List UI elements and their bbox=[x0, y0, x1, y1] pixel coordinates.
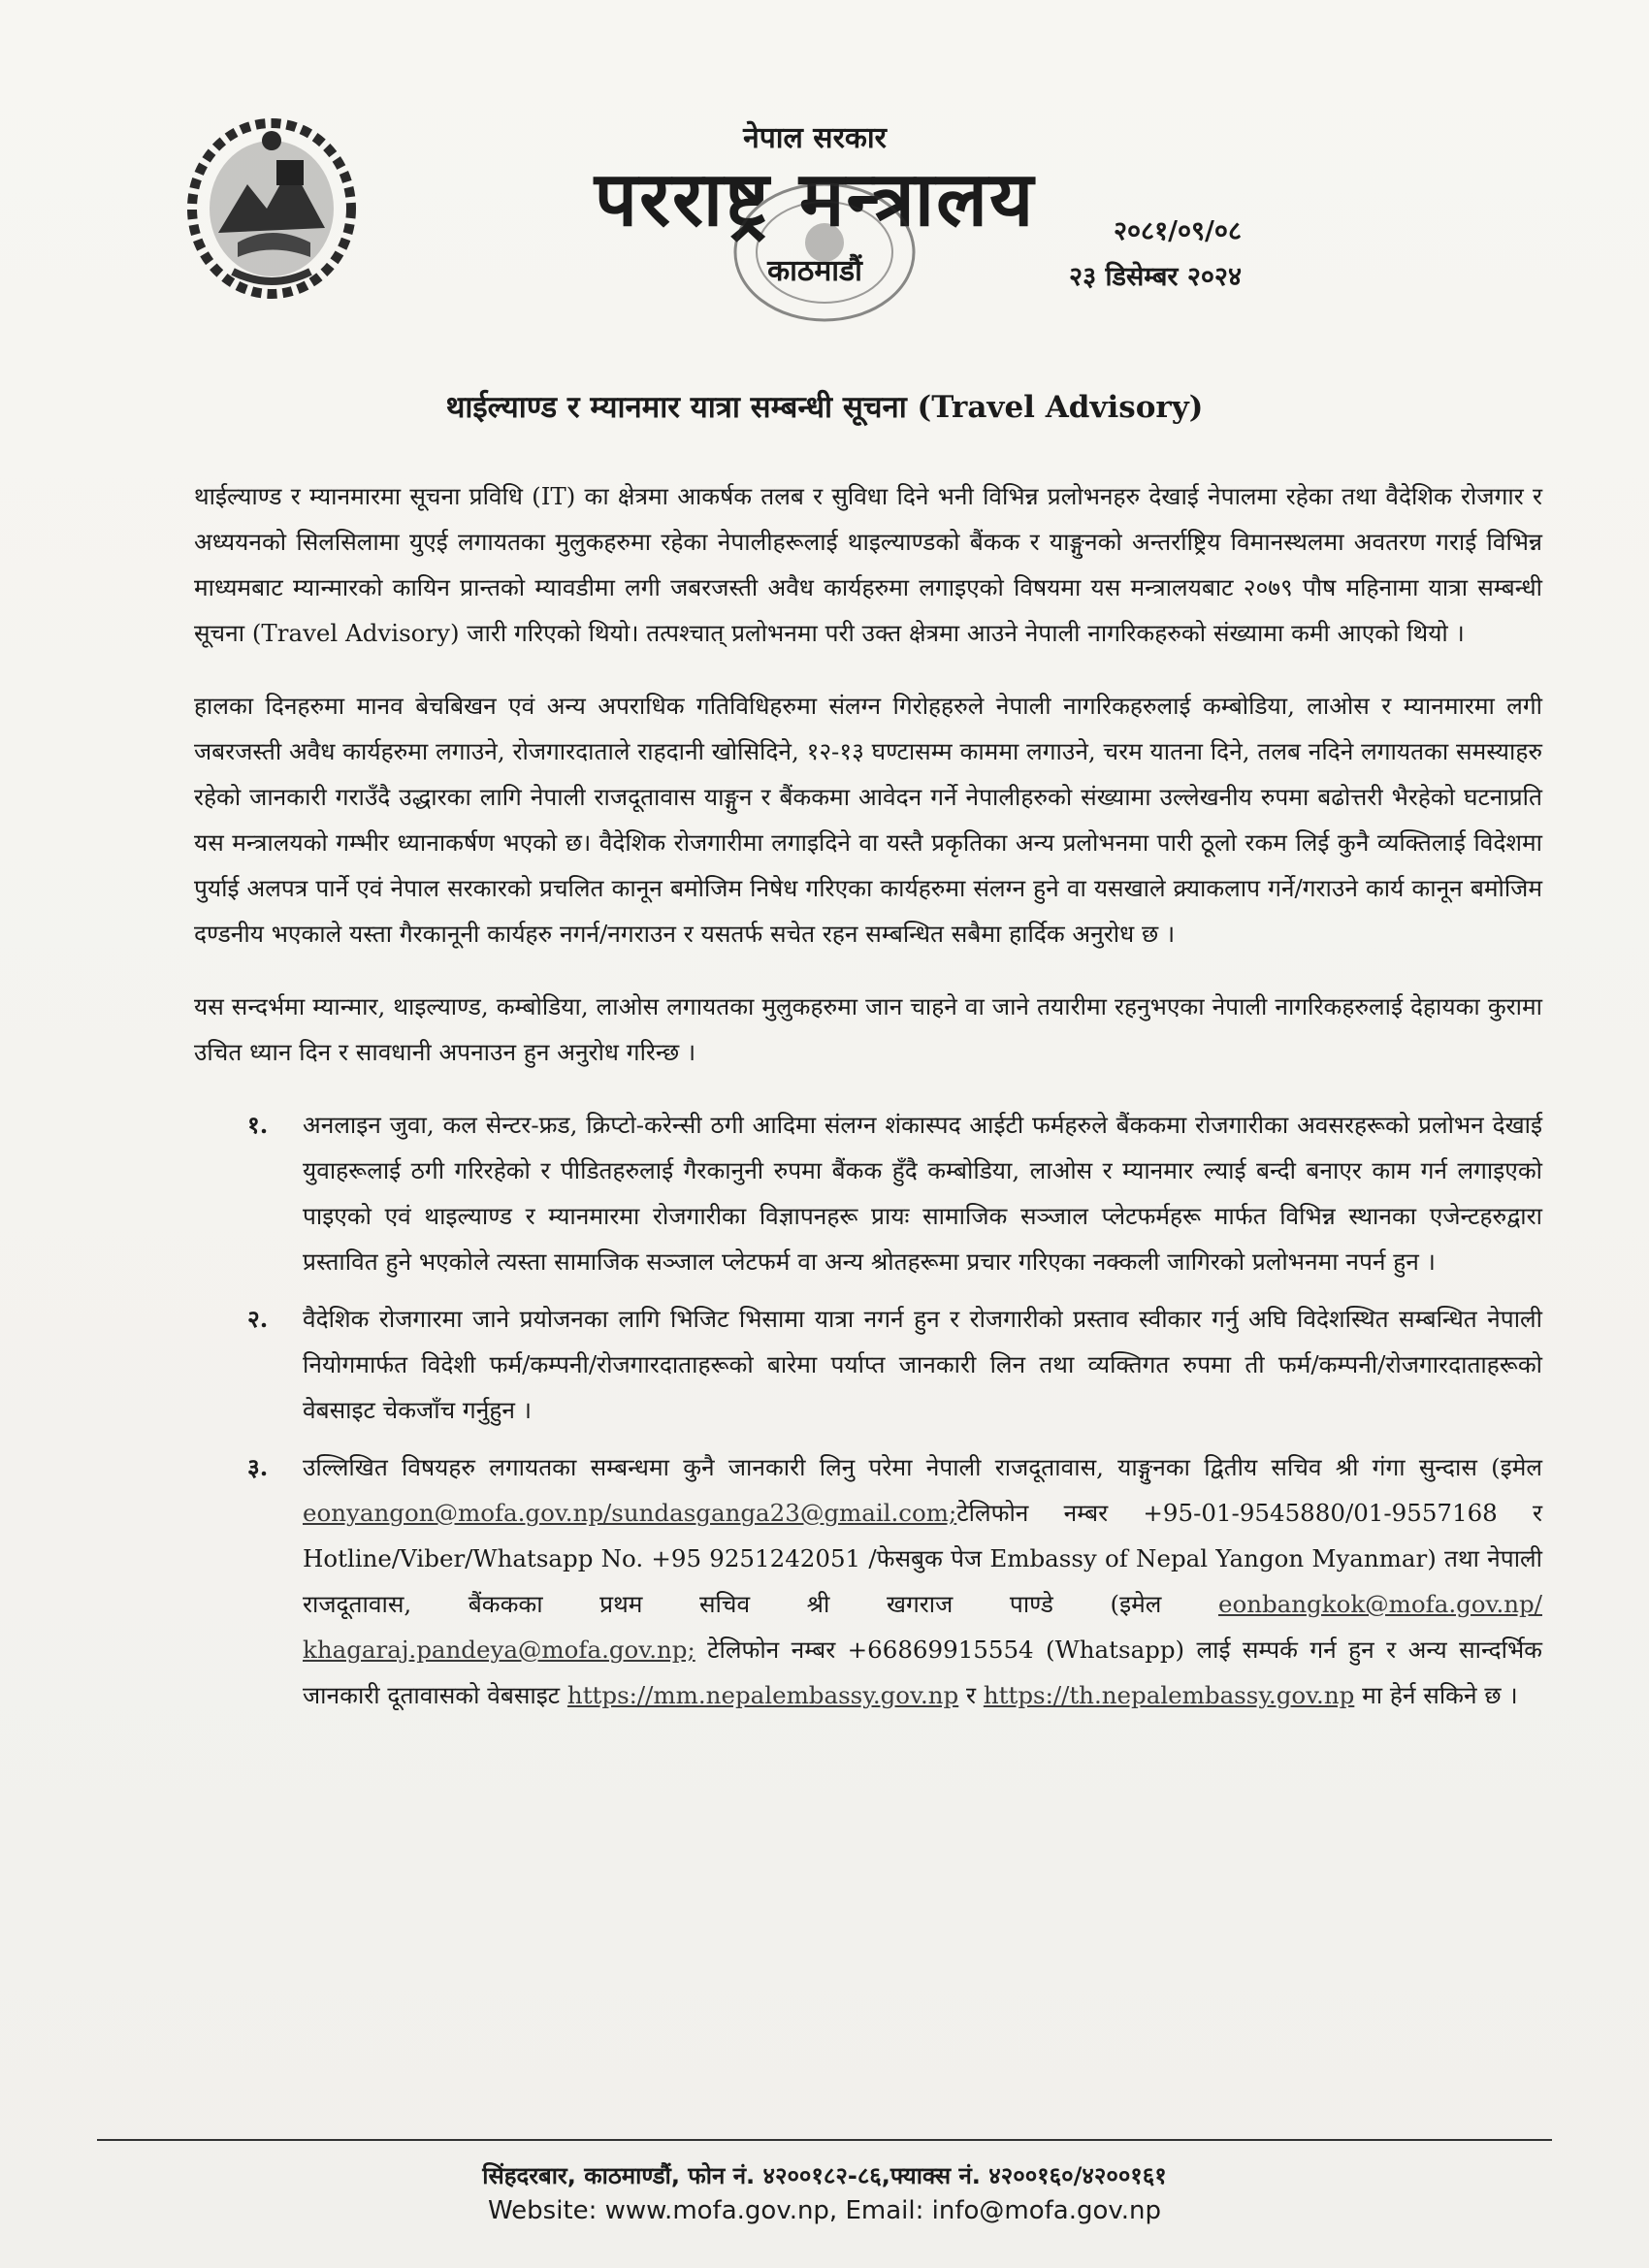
city-name: काठमाडौं bbox=[767, 253, 862, 288]
email-link-yangon[interactable]: eonyangon@mofa.gov.np/sundasganga23@gmail.com; bbox=[303, 1499, 957, 1527]
issue-date: २३ डिसेम्बर २०२४ bbox=[1069, 262, 1242, 293]
list-text: र bbox=[958, 1681, 984, 1709]
paragraph-3: यस सन्दर्भमा म्यान्मार, थाइल्याण्ड, कम्बोडिया, लाओस लगायतका मुलुकहरुमा जान चाहने वा जाने तयारीमा रहनुभएका नेपाली नागरिकहरुलाई देहायका कुरामा उचित ध्यान दिन र सावधानी अपनाउन हुन अनुरोध गरिन्छ । bbox=[194, 992, 1542, 1066]
list-text: टेलिफोन नम्बर +66869915554 (Whatsapp) लाई सम्पर्क गर्न हुन र अन्य सान्दर्भिक जानकारी दूतावासको वेबसाइट bbox=[303, 1636, 1542, 1709]
list-item bbox=[194, 1102, 1542, 1284]
list-number: २. bbox=[247, 1305, 269, 1333]
document-body bbox=[194, 473, 1542, 1730]
footer-address: सिंहदरबार, काठमाण्डौं, फोन नं. ४२००१८२-८६,फ्याक्स नं. ४२००१६०/४२००१६१ bbox=[482, 2162, 1167, 2189]
list-text: मा हेर्न सकिने छ । bbox=[1354, 1681, 1518, 1709]
footer-divider bbox=[97, 2139, 1552, 2141]
website-link-myanmar[interactable]: https://mm.nepalembassy.gov.np bbox=[566, 1681, 959, 1709]
paragraph-2: हालका दिनहरुमा मानव बेचबिखन एवं अन्य अपराधिक गतिविधिहरुमा संलग्न गिरोहहरुले नेपाली नागरिकहरुलाई कम्बोडिया, लाओस र म्यानमारमा लगी जबरजस्ती अवैध कार्यहरुमा लगाउने, रोजगारदाताले राहदानी खोसिदिने, १२-१३ घण्टासम्म काममा लगाउने, चरम यातना दिने, तलब नदिने लगायतका समस्याहरु रहेको जानकारी गराउँदै उद्धारका लागि नेपाली राजदूतावास याङ्गुन र बैंककमा आवेदन गर्ने नेपालीहरुको संख्यामा उल्लेखनीय रुपमा बढोत्तरी भैरहेको घटनाप्रति यस मन्त्रालयको गम्भीर ध्यानाकर्षण भएको छ। वैदेशिक रोजगारीमा लगाइदिने वा यस्तै प्रकृतिका अन्य प्रलोभनमा पारी ठूलो रकम लिई कुनै व्यक्तिलाई विदेशमा पुर्याई अलपत्र पार्ने एवं नेपाल सरकारको प्रचलित कानून बमोजिम निषेध गरिएका कार्यहरुमा संलग्न हुने वा यसखाले क्र्याकलाप गर्ने/गराउने कार्य कानून बमोजिम दण्डनीय भएकाले यस्ता गैरकानूनी कार्यहरु नगर्न/नगराउन र यसतर्फ सचेत रहन सम्बन्धित सबैमा हार्दिक अनुरोध छ । bbox=[194, 692, 1542, 948]
nepal-emblem-icon bbox=[179, 107, 364, 301]
list-item bbox=[194, 1444, 1542, 1718]
list-text: वैदेशिक रोजगारमा जाने प्रयोजनका लागि भिजिट भिसामा यात्रा नगर्न हुन र रोजगारीको प्रस्ताव स्वीकार गर्नु अघि विदेशस्थित सम्बन्धित नेपाली नियोगमार्फत विदेशी फर्म/कम्पनी/रोजगारदाताहरूको बारेमा पर्याप्त जानकारी लिन तथा व्यक्तिगत रुपमा ती फर्म/कम्पनी/रोजगारदाताहरूको वेबसाइट चेकजाँच गर्नुहुन । bbox=[303, 1305, 1542, 1424]
list-text: टेलिफोन नम्बर +95-01-9545880/01-9557168 र Hotline/Viber/Whatsapp No. +95 9251242051 /फेसबुक पेज Embassy of Nepal Yangon Myanmar) तथा नेपाली राजदूतावास, बैंककका प्रथम सचिव श्री खगराज पाण्डे (इमेल bbox=[303, 1499, 1542, 1618]
ministry-name: परराष्ट्र मन्त्रालय bbox=[594, 155, 1036, 243]
official-stamp-icon bbox=[728, 175, 922, 330]
website-link-thailand[interactable]: https://th.nepalembassy.gov.np bbox=[983, 1681, 1355, 1709]
date-block bbox=[1069, 209, 1242, 301]
footer-contact: Website: www.mofa.gov.np, Email: info@mofa.gov.np bbox=[487, 2196, 1161, 2225]
reference-date: २०८१/०९/०८ bbox=[1113, 216, 1242, 246]
list-number: १. bbox=[247, 1111, 269, 1139]
document-title: थाईल्याण्ड र म्यानमार यात्रा सम्बन्धी सूचना (Travel Advisory) bbox=[445, 390, 1204, 425]
list-item bbox=[194, 1296, 1542, 1433]
footer bbox=[0, 2158, 1649, 2228]
advisory-list bbox=[194, 1102, 1542, 1718]
list-number: ३. bbox=[247, 1453, 269, 1481]
government-name: नेपाल सरकार bbox=[743, 121, 887, 155]
list-text: उल्लिखित विषयहरु लगायतका सम्बन्धमा कुनै जानकारी लिनु परेमा नेपाली राजदूतावास, याङ्गुनका द्वितीय सचिव श्री गंगा सुन्दास (इमेल bbox=[303, 1453, 1542, 1481]
list-text: अनलाइन जुवा, कल सेन्टर-फ्रड, क्रिप्टो-करेन्सी ठगी आदिमा संलग्न शंकास्पद आईटी फर्महरुले बैंककमा रोजगारीका अवसरहरूको प्रलोभन देखाई युवाहरूलाई ठगी गरिरहेको र पीडितहरुलाई गैरकानुनी रुपमा बैंकक हुँदै कम्बोडिया, लाओस र म्यानमार ल्याई बन्दी बनाएर काम गर्न लगाइएको पाइएको एवं थाइल्याण्ड र म्यानमारमा रोजगारीका विज्ञापनहरू प्रायः सामाजिक सञ्जाल प्लेटफर्महरू मार्फत विभिन्न स्थानका एजेन्टहरुद्वारा प्रस्तावित हुने भएकोले त्यस्ता सामाजिक सञ्जाल प्लेटफर्म वा अन्य श्रोतहरूमा प्रचार गरिएका नक्कली जागिरको प्रलोभनमा नपर्न हुन । bbox=[303, 1111, 1542, 1276]
paragraph-1: थाईल्याण्ड र म्यानमारमा सूचना प्रविधि (IT) का क्षेत्रमा आकर्षक तलब र सुविधा दिने भनी विभिन्न प्रलोभनहरु देखाई नेपालमा रहेका तथा वैदेशिक रोजगार र अध्ययनको सिलसिलामा युएई लगायतका मुलुकहरुमा रहेका नेपालीहरूलाई थाइल्याण्डको बैंकक र याङ्गुनको अन्तर्राष्ट्रिय विमानस्थलमा अवतरण गराई विभिन्न माध्यमबाट म्यान्मारको कायिन प्रान्तको म्यावडीमा लगी जबरजस्ती अवैध कार्यहरुमा लगाइएको विषयमा यस मन्त्रालयबाट २०७९ पौष महिनामा यात्रा सम्बन्धी सूचना (Travel Advisory) जारी गरिएको थियो। तत्पश्चात् प्रलोभनमा परी उक्त क्षेत्रमा आउने नेपाली नागरिकहरुको संख्यामा कमी आएको थियो । bbox=[194, 482, 1542, 647]
email-link-bangkok[interactable]: eonbangkok@mofa.gov.np/ khagaraj.pandeya@mofa.gov.np; bbox=[303, 1590, 1542, 1664]
